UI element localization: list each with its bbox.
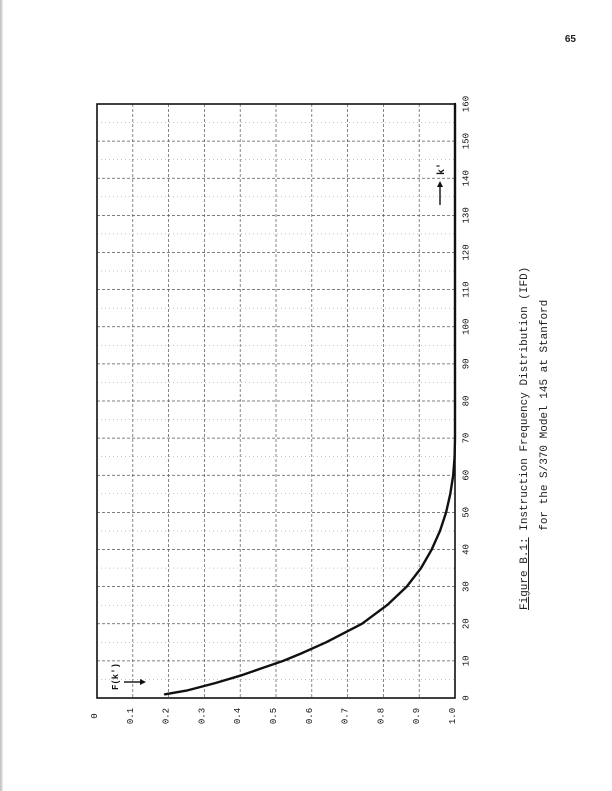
y-tick-label: 0.1 — [125, 707, 136, 725]
x-tick-label: 40 — [461, 544, 472, 555]
x-tick-label: 20 — [461, 618, 472, 630]
y-tick-label: 0.5 — [269, 707, 279, 725]
series-curve — [165, 104, 455, 694]
x-axis-label: k' — [437, 162, 448, 175]
page-number: 65 — [564, 34, 576, 45]
x-tick-label: 110 — [461, 281, 472, 298]
x-axis-arrowhead — [437, 181, 443, 187]
y-tick-label: 0.2 — [161, 707, 172, 725]
x-tick-label: 80 — [461, 395, 472, 407]
y-tick-label: 0.8 — [376, 707, 387, 725]
x-tick-label: 160 — [461, 95, 472, 113]
x-tick-label: 50 — [461, 506, 472, 518]
figure-caption — [515, 190, 555, 610]
tick-labels — [90, 96, 471, 724]
caption-line-1: Instruction Frequency Distribution (IFD) — [519, 266, 531, 531]
caption-line-2: for the S/370 Model 145 at Stanford — [539, 299, 551, 531]
grid-lines — [97, 104, 455, 698]
y-tick-label: 0.7 — [340, 707, 351, 725]
axis-labels — [111, 163, 448, 690]
x-tick-label: 30 — [461, 581, 472, 593]
x-tick-label: 150 — [461, 133, 472, 150]
y-tick-label: 0.4 — [233, 707, 244, 725]
x-tick-label: 0 — [461, 695, 472, 701]
x-tick-label: 70 — [461, 432, 472, 444]
y-tick-label: 0 — [90, 713, 100, 719]
x-tick-label: 120 — [461, 244, 472, 261]
x-tick-label: 140 — [461, 170, 472, 187]
y-tick-label: 0.9 — [412, 707, 423, 725]
y-tick-label: 0.3 — [197, 707, 208, 725]
y-axis-label: F(k') — [111, 662, 121, 690]
y-axis-arrowhead — [140, 679, 146, 685]
x-tick-label: 90 — [461, 358, 472, 370]
x-tick-label: 130 — [461, 207, 472, 224]
x-tick-label: 10 — [461, 655, 472, 667]
y-tick-label: 0.6 — [304, 707, 315, 725]
figure-label: Figure B.1: — [519, 537, 531, 610]
x-tick-label: 100 — [461, 318, 472, 335]
x-tick-label: 60 — [461, 469, 472, 481]
y-tick-label: 1.0 — [448, 707, 458, 725]
